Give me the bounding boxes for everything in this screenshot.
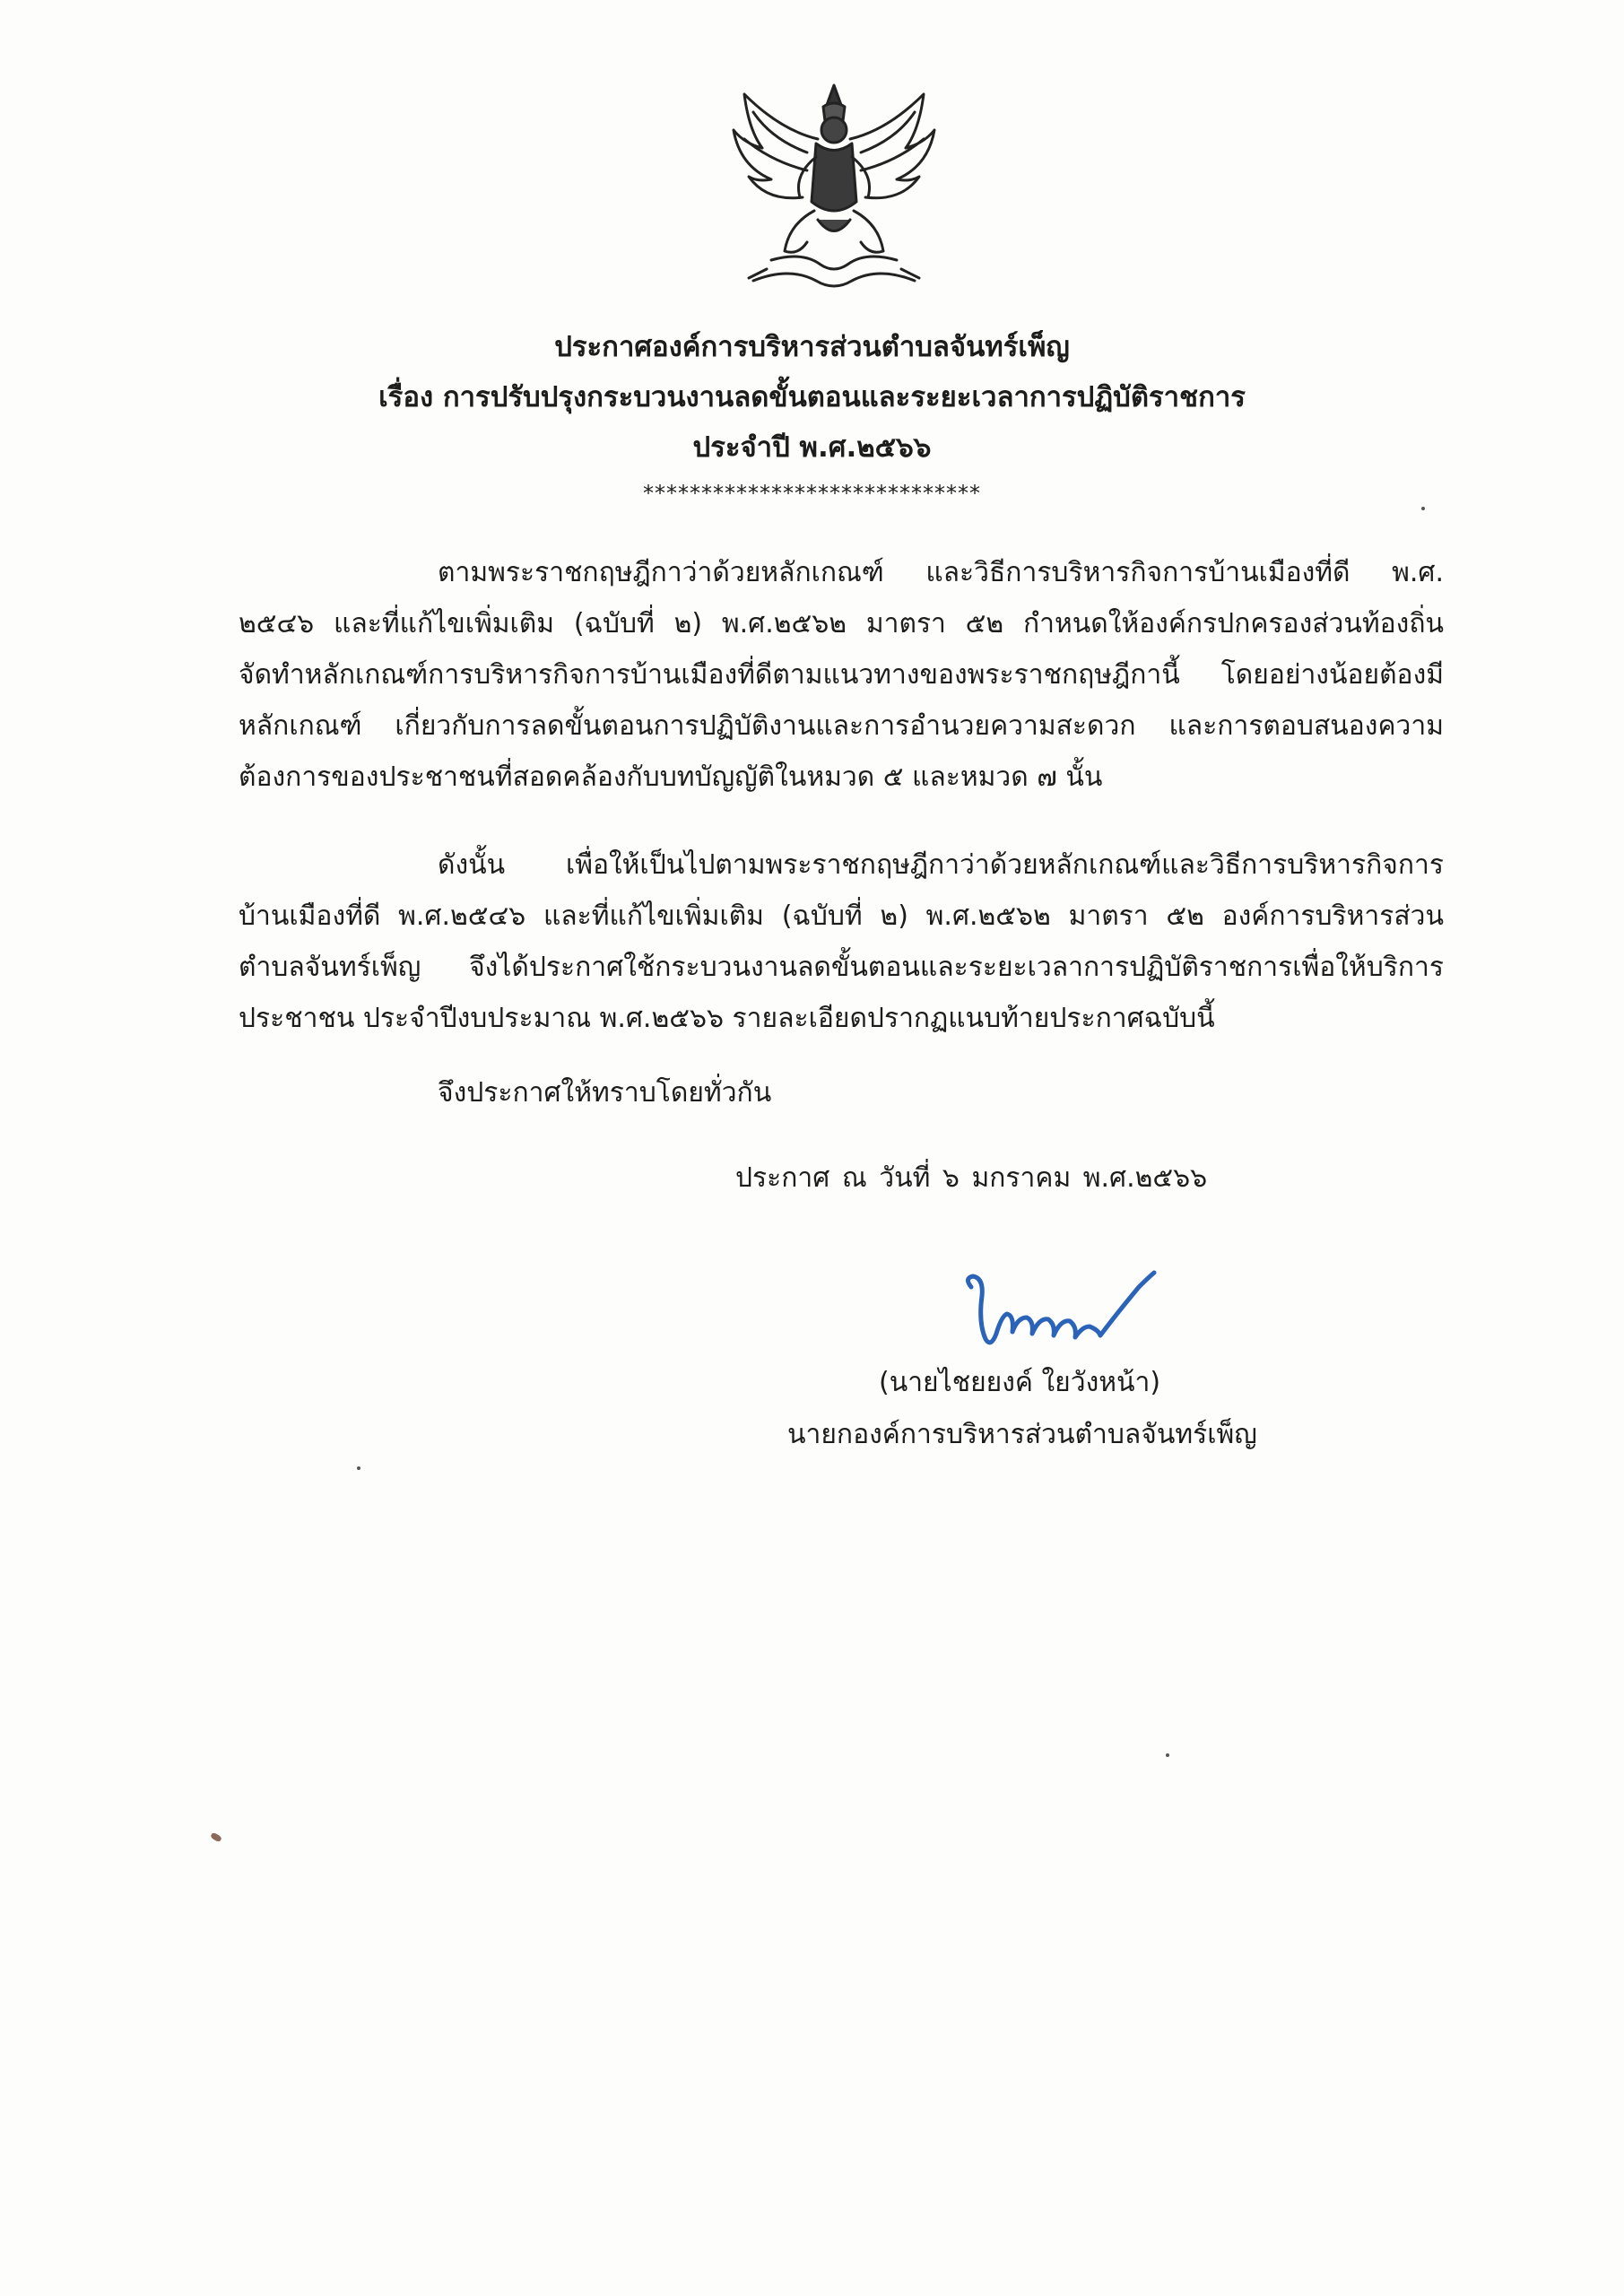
paragraph-line: ตามพระราชกฤษฎีกาว่าด้วยหลักเกณฑ์ และวิธีการบริหารกิจการบ้านเมืองที่ดี พ.ศ. <box>438 557 1444 588</box>
paragraph-line: ดังนั้น เพื่อให้เป็นไปตามพระราชกฤษฎีกาว่าด้วยหลักเกณฑ์และวิธีการบริหารกิจการ <box>438 849 1444 881</box>
scan-speck <box>1421 507 1425 510</box>
document-year: ประจำปี พ.ศ.๒๕๖๖ <box>692 431 932 464</box>
signer-name: (นายไชยยงค์ ใยวังหน้า) <box>879 1367 1161 1398</box>
signature-image <box>946 1251 1170 1359</box>
closing-statement: จึงประกาศให้ทราบโดยทั่วกัน <box>438 1077 772 1109</box>
garuda-emblem-icon <box>717 76 951 305</box>
paragraph-1 <box>239 547 1444 803</box>
scan-speck <box>1166 1753 1169 1757</box>
document-title: ประกาศองค์การบริหารส่วนตำบลจันทร์เพ็ญ <box>554 331 1070 363</box>
scan-speck <box>210 1831 222 1842</box>
paragraph-line: บ้านเมืองที่ดี พ.ศ.๒๕๔๖ และที่แก้ไขเพิ่มเติม (ฉบับที่ ๒) พ.ศ.๒๕๖๒ มาตรา ๕๒ องค์การบริหารส่วน <box>239 900 1444 932</box>
announcement-date: ประกาศ ณ วันที่ ๖ มกราคม พ.ศ.๒๕๖๖ <box>735 1162 1208 1194</box>
title-separator: ***************************** <box>643 481 981 506</box>
paragraph-line: ๒๕๔๖ และที่แก้ไขเพิ่มเติม (ฉบับที่ ๒) พ.ศ.๒๕๖๒ มาตรา ๕๒ กำหนดให้องค์กรปกครองส่วนท้องถิ่น <box>239 608 1444 639</box>
scan-speck <box>357 1466 360 1470</box>
paragraph-2 <box>239 839 1444 1044</box>
paragraph-line: ตำบลจันทร์เพ็ญ จึงได้ประกาศใช้กระบวนงานลดขั้นตอนและระยะเวลาการปฏิบัติราชการเพื่อให้บริการ <box>239 952 1444 983</box>
paragraph-line: ต้องการของประชาชนที่สอดคล้องกับบทบัญญัติในหมวด ๕ และหมวด ๗ นั้น <box>239 761 1103 793</box>
signer-position: นายกองค์การบริหารส่วนตำบลจันทร์เพ็ญ <box>787 1419 1257 1450</box>
paragraph-line: หลักเกณฑ์ เกี่ยวกับการลดขั้นตอนการปฏิบัติงานและการอำนวยความสะดวก และการตอบสนองความ <box>239 710 1444 742</box>
document-subject: เรื่อง การปรับปรุงกระบวนงานลดขั้นตอนและระยะเวลาการปฏิบัติราชการ <box>378 381 1246 413</box>
paragraph-line: จัดทำหลักเกณฑ์การบริหารกิจการบ้านเมืองที่ดีตามแนวทางของพระราชกฤษฎีกานี้ โดยอย่างน้อยต้องมี <box>239 659 1444 691</box>
paragraph-line: ประชาชน ประจำปีงบประมาณ พ.ศ.๒๕๖๖ รายละเอียดปรากฏแนบท้ายประกาศฉบับนี้ <box>239 1003 1215 1034</box>
